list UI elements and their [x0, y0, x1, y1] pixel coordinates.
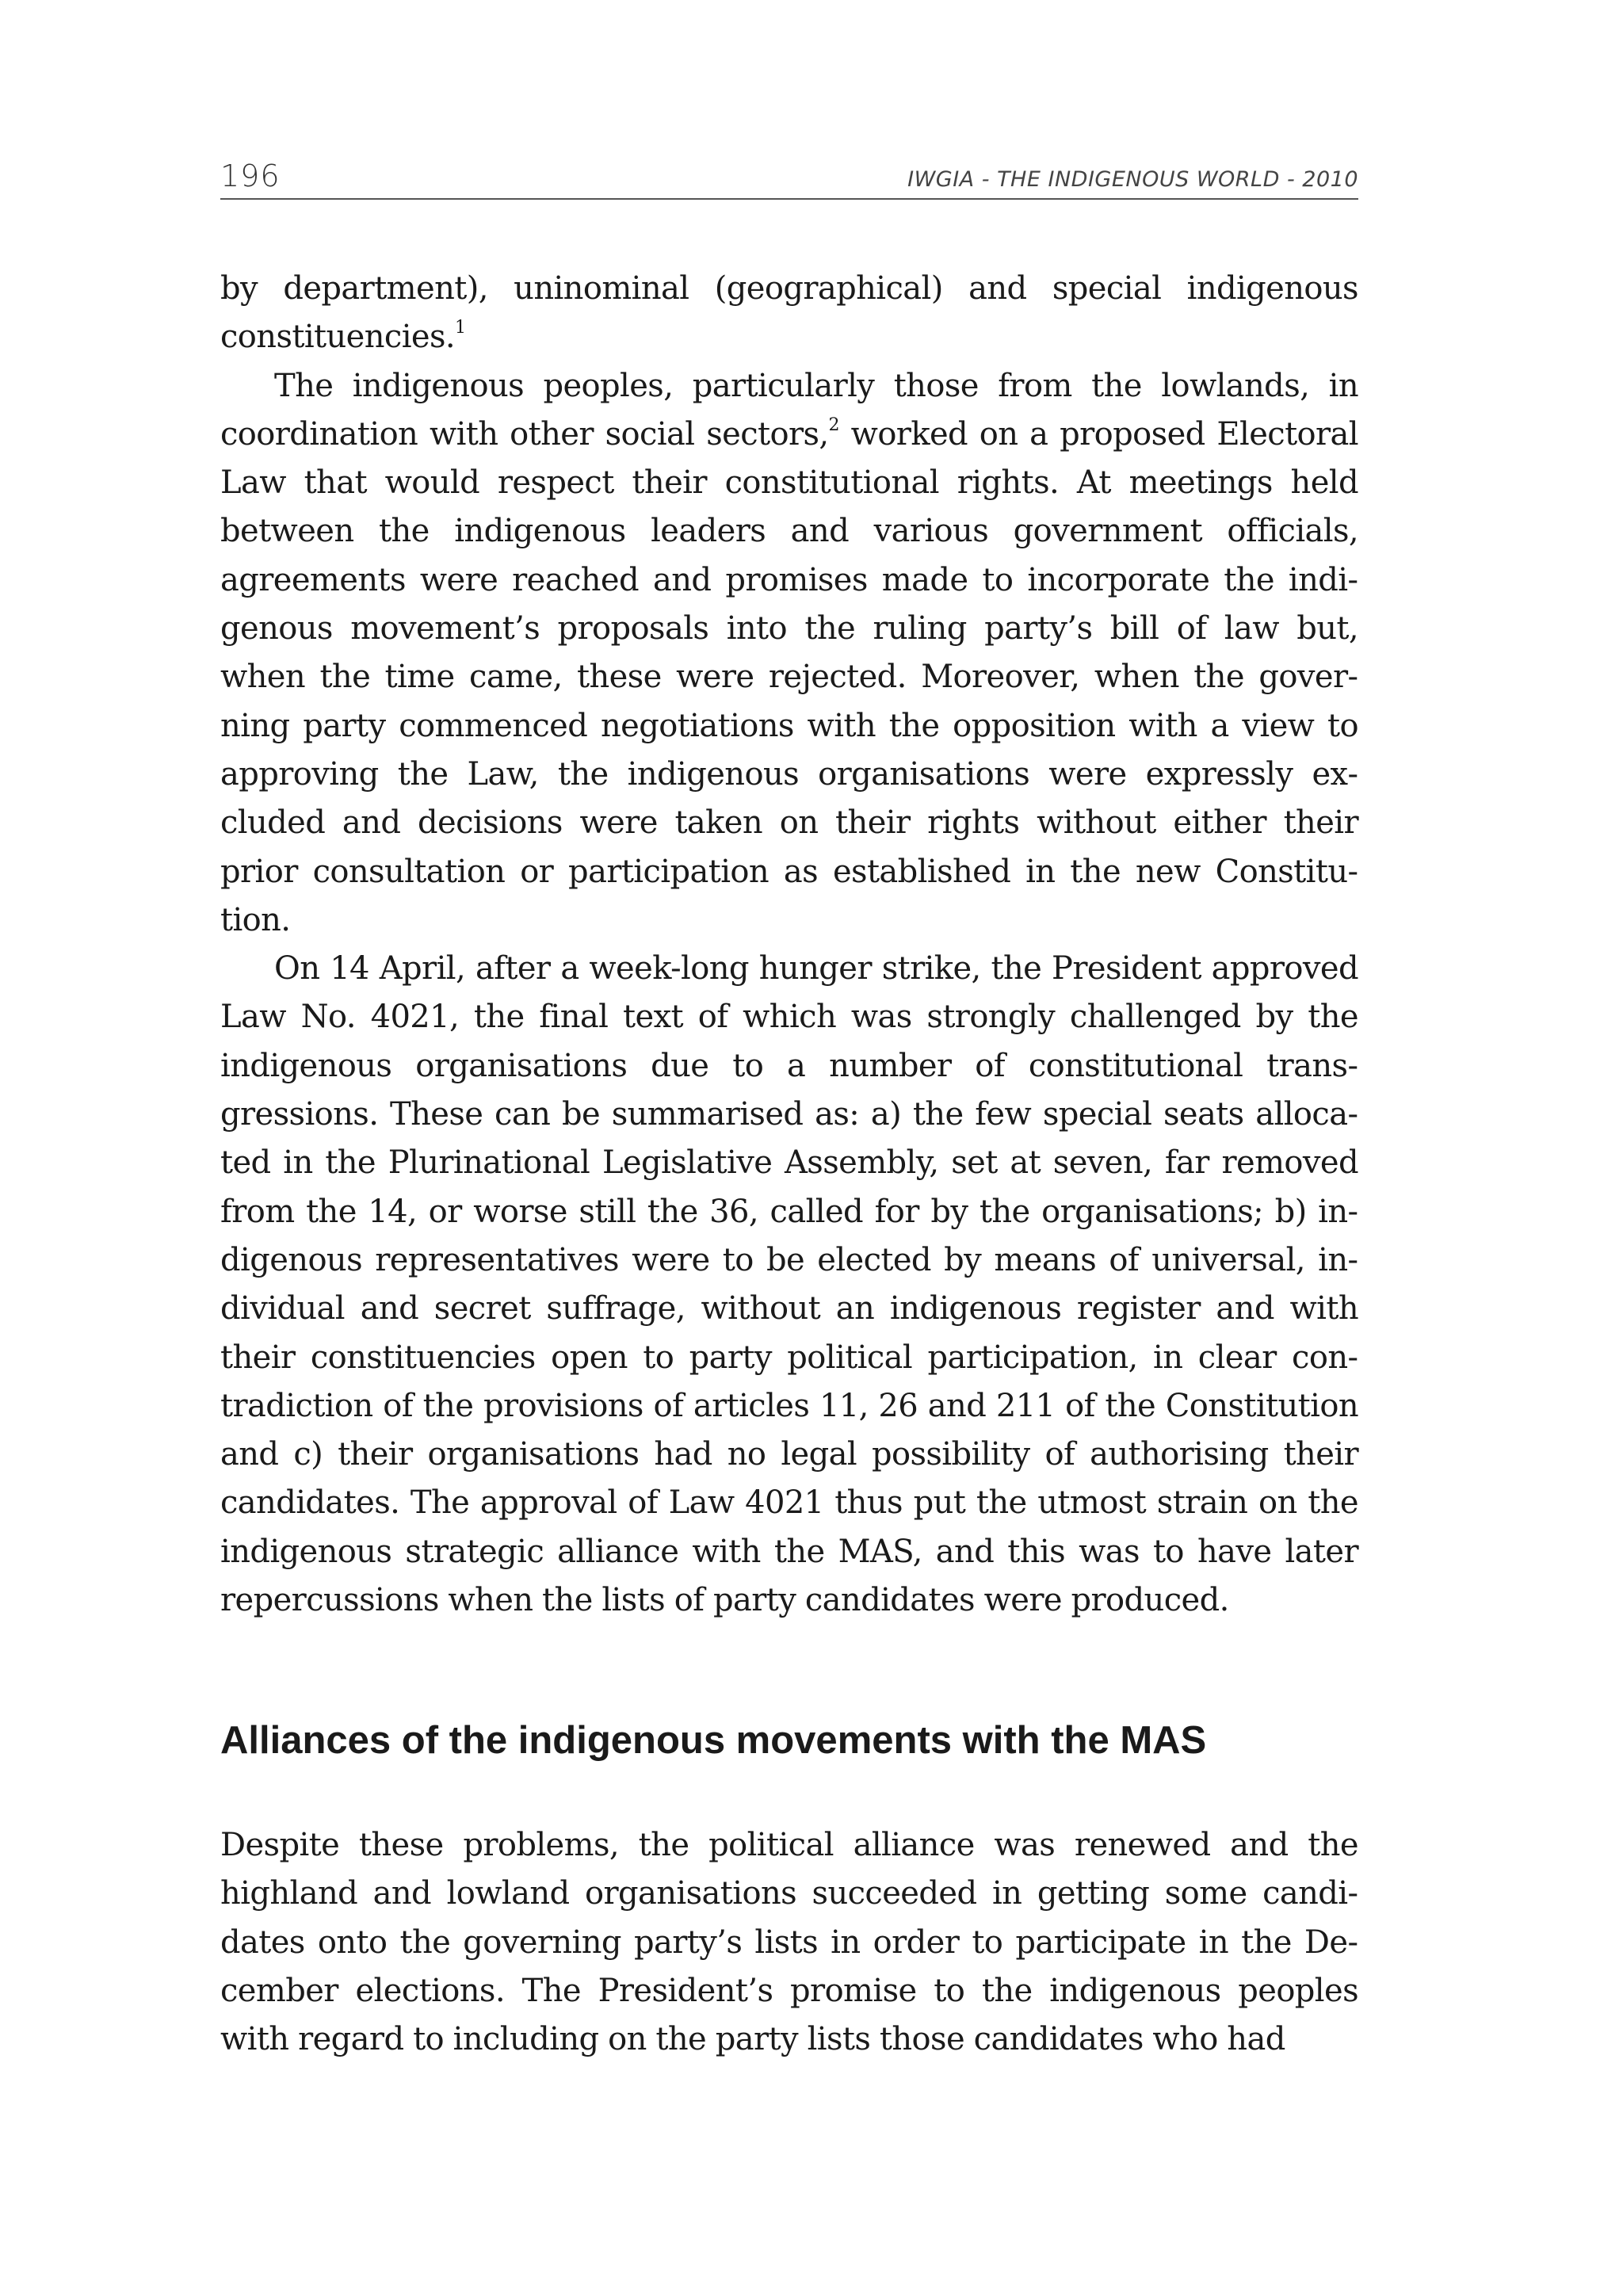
- running-title: IWGIA - THE INDIGENOUS WORLD - 2010: [907, 167, 1358, 192]
- paragraph-text: The indigenous peoples, particularly those from the lowlands, in coordination with other social sectors,: [220, 367, 1358, 453]
- paragraph-alliances: [220, 1821, 1358, 2064]
- paragraph-text: worked on a proposed Electoral Law that would respect their constitutional rights. At meetings held between the indigenous leaders and various government officials, agreements were reached and promises made to incorporate the indigenous movement’s proposals into the ruling party’s bill of law but, when the time came, these were rejected. Moreover, when the governing party commenced negotiations with the opposition with a view to approving the Law, the indigenous organisations were expressly excluded and decisions were taken on their rights without either their prior consultation or participation as established in the new Constitution.: [220, 415, 1358, 938]
- paragraph-electoral-law: [220, 362, 1358, 946]
- paragraph-law-4021: [220, 945, 1358, 1625]
- footnote-ref: 1: [455, 318, 466, 338]
- paragraph-text: Despite these problems, the political alliance was renewed and the highland and lowland organisations succeeded in getting some candidates onto the governing party’s lists in order to participate in the December elections. The President’s promise to the indigenous peoples with regard to including on the party lists those candidates who had: [220, 1827, 1358, 2058]
- page-number: 196: [220, 159, 281, 193]
- section-body-text: [220, 1821, 1358, 2064]
- paragraph-continued: [220, 265, 1358, 362]
- paragraph-text: On 14 April, after a week-long hunger strike, the President approved Law No. 4021, the final text of which was strongly challenged by the indigenous organisations due to a number of constitutional transgressions. These can be summarised as: a) the few special seats allocated in the Plurinational Legislative Assembly, set at seven, far removed from the 14, or worse still the 36, called for by the organisations; b) indigenous representatives were to be elected by means of universal, individual and secret suffrage, without an indigenous register and with their constituencies open to party political participation, in clear contradiction of the provisions of articles 11, 26 and 211 of the Constitution and c) their organisations had no legal possibility of authorising their candidates. The approval of Law 4021 thus put the utmost strain on the indigenous strategic alliance with the MAS, and this was to have later repercussions when the lists of party candidates were produced.: [220, 950, 1358, 1619]
- footnote-ref: 2: [828, 415, 839, 435]
- section-heading: Alliances of the indigenous movements with the MAS: [220, 1719, 1207, 1762]
- running-header: [220, 151, 1358, 200]
- body-text: [220, 265, 1358, 1625]
- paragraph-text: by department), uninominal (geographical) and special indigenous constituencies.: [220, 270, 1358, 356]
